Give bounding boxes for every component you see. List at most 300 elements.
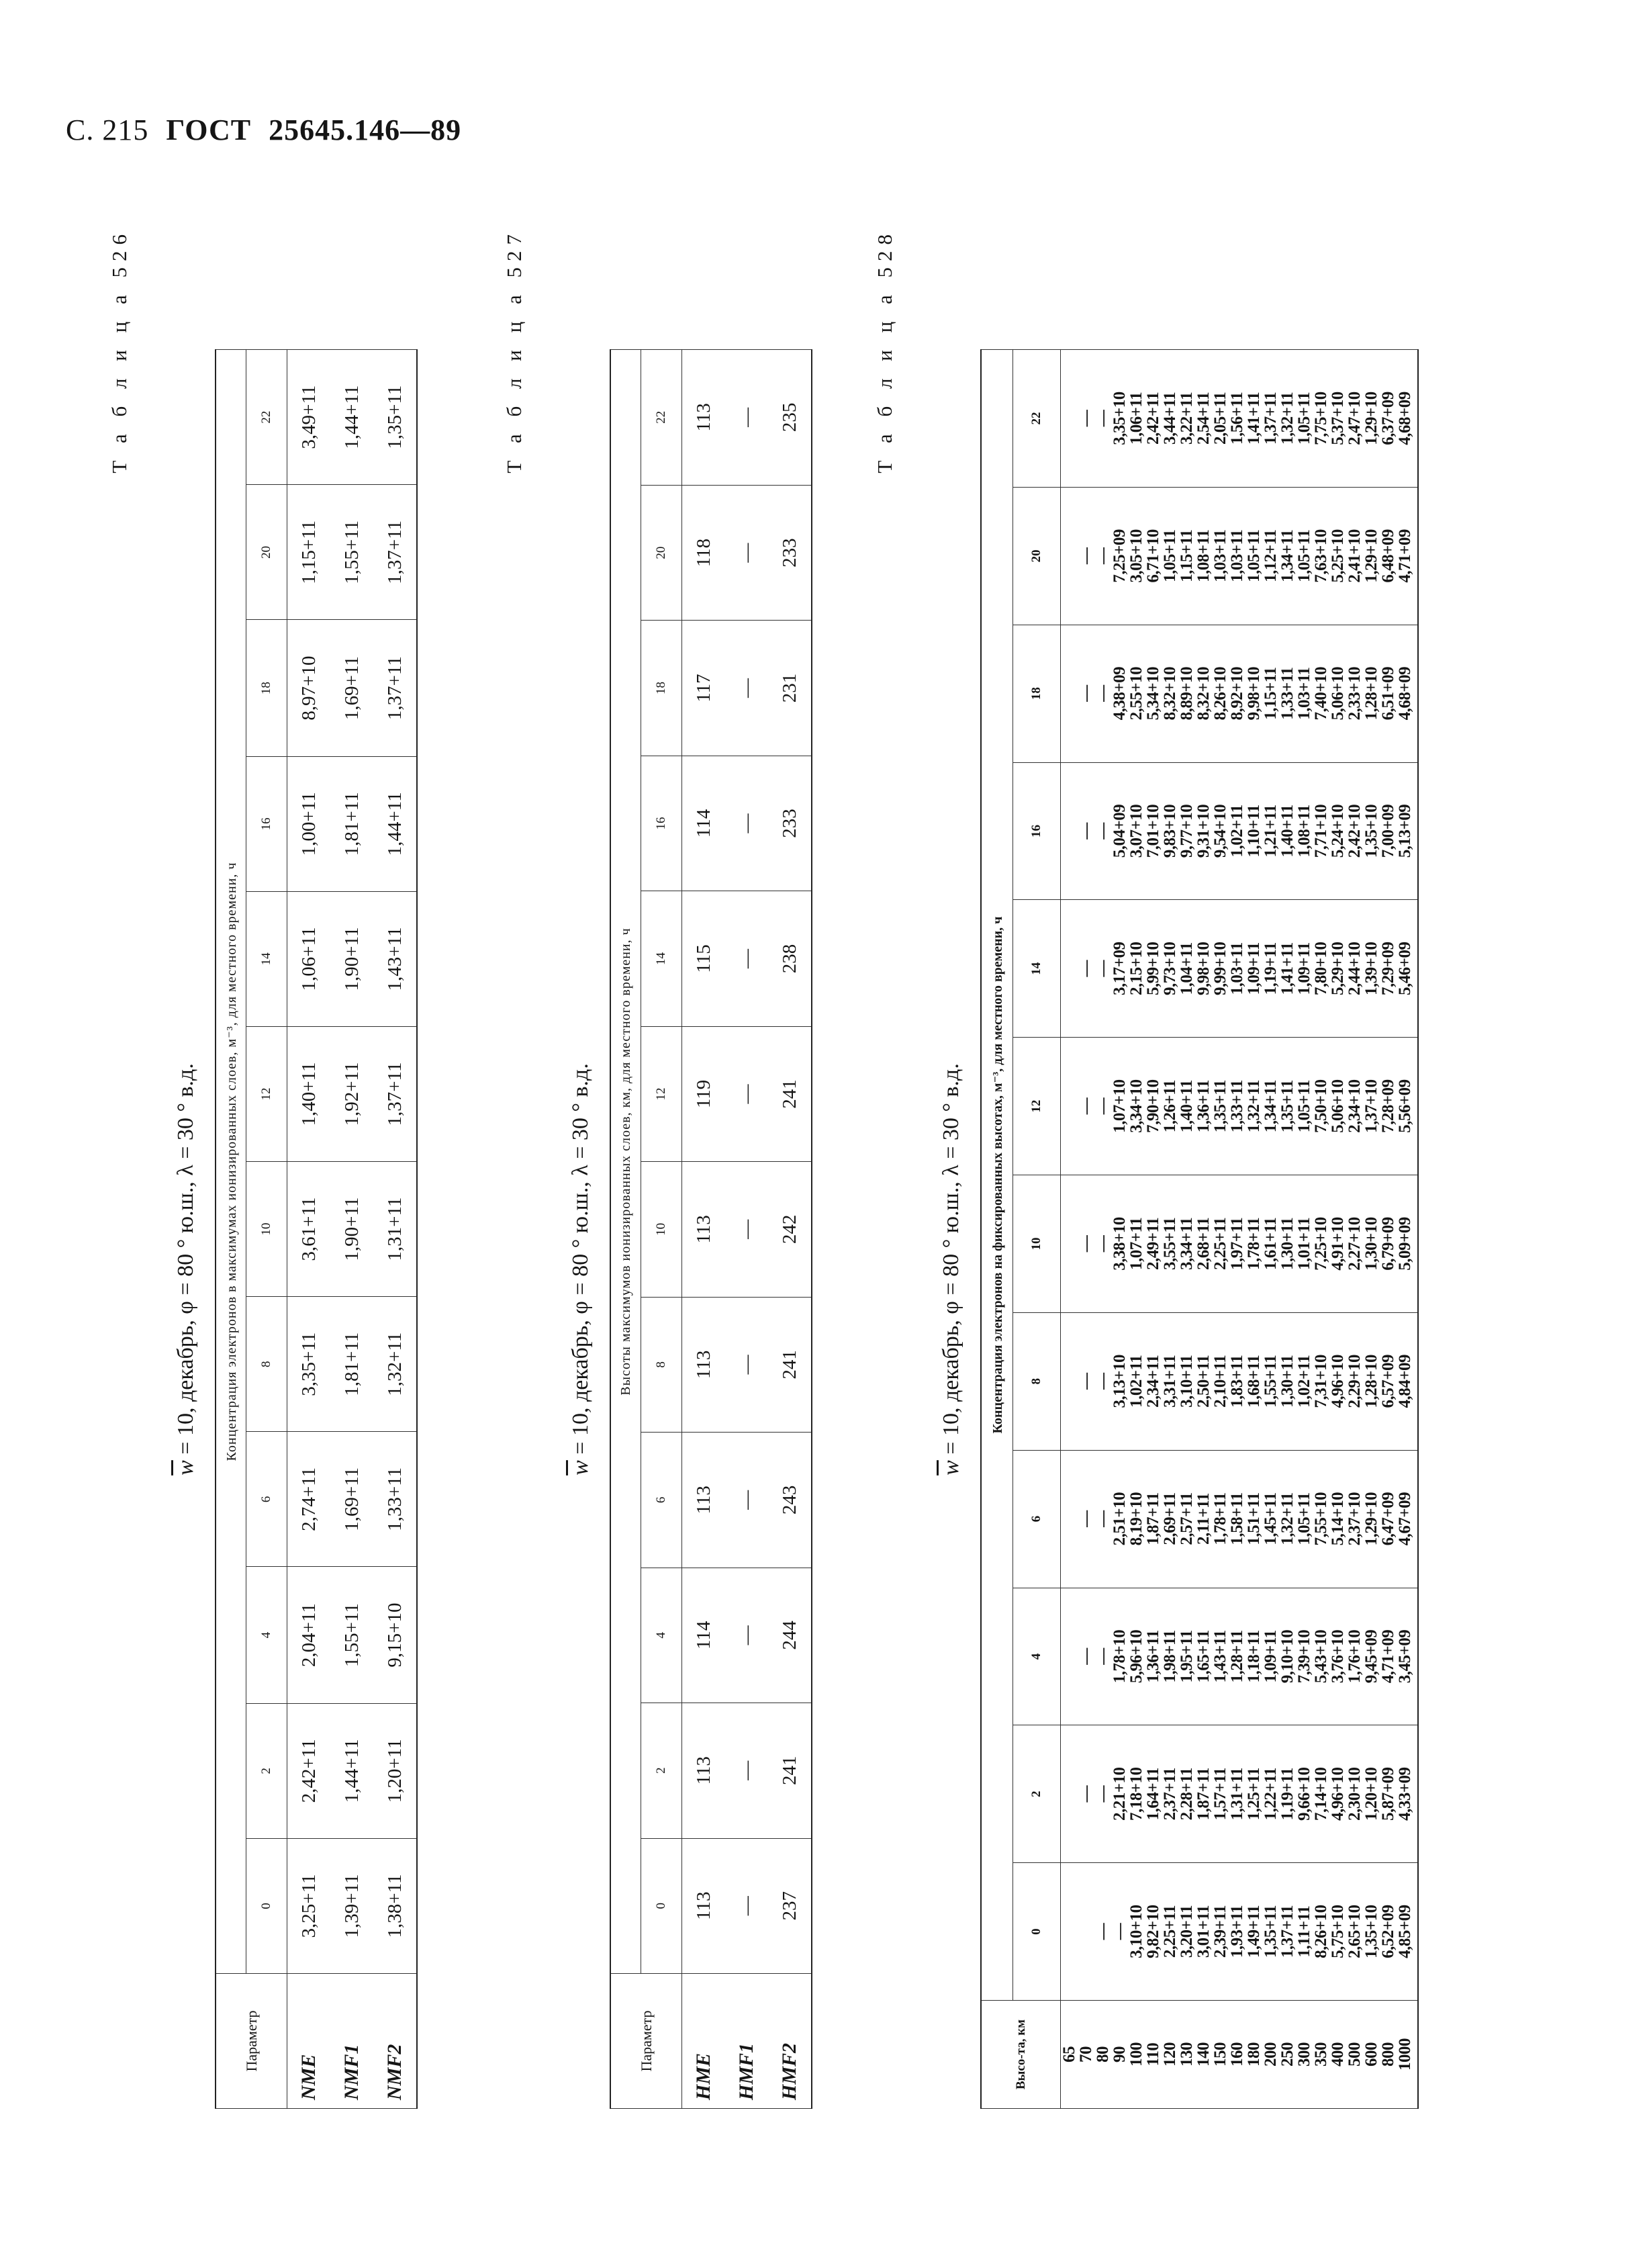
cell-value: — [1094, 1373, 1112, 1390]
cell-value: 7,18+10 [1127, 1767, 1145, 1821]
hour-header: 22 [246, 350, 287, 485]
cell-value: 7,29+09 [1379, 942, 1397, 996]
cell-value: 1,15+11 [1262, 667, 1280, 720]
cell-value: — [725, 1297, 768, 1432]
cell-value: 5,56+09 [1396, 1079, 1414, 1133]
table-row [682, 350, 726, 2109]
height-value: 200 [1262, 2042, 1280, 2067]
cell-value: 1,31+11 [373, 1162, 417, 1297]
cell-value: 1,55+11 [1262, 1355, 1280, 1408]
cell-value: 9,82+10 [1144, 1905, 1162, 1958]
cell-value: 2,44+10 [1346, 942, 1364, 996]
height-value: 100 [1127, 2042, 1145, 2067]
cell-value: 1,58+11 [1228, 1492, 1246, 1545]
height-value: 140 [1194, 2042, 1213, 2067]
cell-value: 7,00+09 [1379, 804, 1397, 858]
cell-value: — [1111, 1923, 1129, 1940]
cell-value: — [725, 756, 768, 891]
cell-value: 1,36+11 [1144, 1630, 1162, 1683]
cell-value: 4,71+09 [1379, 1629, 1397, 1684]
cell-value: 233 [768, 485, 812, 620]
cell-value: 1,49+11 [1245, 1905, 1263, 1958]
cell-value: 2,74+11 [287, 1432, 331, 1567]
cell-value: 1,55+11 [330, 1567, 373, 1703]
cell-value: 1,37+11 [373, 485, 417, 620]
cell-value: — [725, 891, 768, 1026]
height-value: 350 [1312, 2042, 1330, 2067]
hour-header: 0 [246, 1838, 287, 1973]
cell-value: 1,41+11 [1278, 942, 1297, 995]
hour-header: 22 [641, 350, 682, 486]
cell-value: 9,66+10 [1295, 1767, 1313, 1821]
cell-value: 2,04+11 [287, 1567, 331, 1703]
cell-value: 7,14+10 [1312, 1767, 1330, 1821]
cell-value: 113 [682, 1433, 726, 1568]
cell-value: 2,34+11 [1144, 1355, 1162, 1408]
cell-value: 1,25+11 [1245, 1768, 1263, 1821]
cell-value: — [725, 1433, 768, 1568]
cell-value: 3,17+09 [1111, 942, 1129, 996]
cell-value: 5,04+09 [1111, 804, 1129, 858]
cell-value: 1,40+11 [1178, 1080, 1196, 1133]
group-header: Высоты максимумов ионизированных слоев, км, для местного времени, ч [610, 350, 641, 1974]
standard-prefix: ГОСТ [166, 114, 252, 146]
cell-value: — [1077, 1097, 1095, 1115]
table-row [330, 350, 373, 2109]
cell-value: 1,35+11 [1262, 1905, 1280, 1958]
hour-header: 16 [246, 756, 287, 891]
cell-value: — [1094, 1648, 1112, 1665]
height-value: 110 [1144, 2042, 1162, 2067]
cell-value: 7,50+10 [1312, 1079, 1330, 1133]
cell-value: 1,34+11 [1262, 1080, 1280, 1133]
cell-value: 3,45+09 [1396, 1629, 1414, 1684]
value-column [1061, 900, 1419, 1038]
cell-value: 6,51+09 [1379, 666, 1397, 721]
table-row [373, 350, 417, 2109]
hour-header: 16 [641, 756, 682, 891]
value-column [1061, 1312, 1419, 1450]
hour-header: 12 [1013, 1038, 1061, 1175]
cell-value: 2,28+11 [1178, 1768, 1196, 1821]
cell-value: 1,03+11 [1211, 529, 1229, 582]
cell-value: 2,37+11 [1161, 1768, 1179, 1821]
hour-header: 2 [1013, 1725, 1061, 1863]
height-value: 120 [1161, 2042, 1179, 2067]
height-value: 180 [1245, 2042, 1263, 2067]
cell-value: 3,13+10 [1111, 1355, 1129, 1408]
cell-value: 2,27+10 [1346, 1217, 1364, 1271]
cell-value: 1,32+11 [373, 1297, 417, 1432]
cell-value: 4,68+09 [1396, 392, 1414, 445]
cell-value: 2,47+10 [1346, 392, 1364, 445]
cell-value: 2,25+11 [1161, 1905, 1179, 1958]
cell-value: 5,24+10 [1329, 804, 1347, 858]
cell-value: 1,44+11 [330, 1703, 373, 1838]
cell-value: 8,32+10 [1194, 666, 1213, 721]
table-528-caption [939, 430, 964, 2109]
cell-value: 2,33+10 [1346, 666, 1364, 721]
cell-value: 1,35+11 [373, 350, 417, 485]
cell-value: 2,50+11 [1194, 1355, 1213, 1408]
cell-value: 4,33+09 [1396, 1767, 1414, 1821]
cell-value: 1,95+11 [1178, 1630, 1196, 1683]
cell-value: 2,69+11 [1161, 1492, 1179, 1545]
cell-value: 241 [768, 1703, 812, 1838]
cell-value: 231 [768, 621, 812, 756]
height-value: 70 [1077, 2046, 1095, 2062]
table-528-block [873, 228, 1491, 2109]
cell-value: 1,05+11 [1295, 1080, 1313, 1133]
cell-value: 241 [768, 1297, 812, 1432]
cell-value: 1,29+10 [1362, 1492, 1380, 1546]
cell-value: 3,61+11 [287, 1162, 331, 1297]
cell-value: 3,07+10 [1127, 804, 1145, 858]
cell-value: 5,13+09 [1396, 804, 1414, 858]
cell-value: — [1077, 823, 1095, 840]
height-value: 300 [1295, 2042, 1313, 2067]
row-parameter-name: NMF2 [373, 1974, 417, 2109]
cell-value: — [1094, 547, 1112, 565]
cell-value: — [1094, 1235, 1112, 1253]
cell-value: 244 [768, 1568, 812, 1703]
hour-header: 18 [1013, 625, 1061, 762]
cell-value: — [725, 1838, 768, 1973]
cell-value: 1,34+11 [1278, 529, 1297, 582]
cell-value: 241 [768, 1026, 812, 1161]
cell-value: 6,79+09 [1379, 1217, 1397, 1271]
hour-header: 10 [1013, 1175, 1061, 1313]
cell-value: — [725, 1026, 768, 1161]
cell-value: 1,21+11 [1262, 805, 1280, 858]
hour-header: 8 [246, 1297, 287, 1432]
cell-value: 3,01+11 [1194, 1905, 1213, 1958]
cell-value: 2,05+11 [1211, 392, 1229, 445]
cell-value: 1,19+11 [1278, 1768, 1297, 1821]
row-parameter-name: HMF2 [768, 1974, 812, 2109]
cell-value: 2,65+10 [1346, 1905, 1364, 1958]
caption-text: = 10, декабрь, φ = 80 ° ю.ш., λ = 30 ° в.д. [568, 1063, 593, 1461]
cell-value: — [1077, 1786, 1095, 1803]
cell-value: 1,02+11 [1228, 805, 1246, 858]
cell-value: 2,11+11 [1194, 1493, 1213, 1545]
height-value: 65 [1060, 2046, 1078, 2062]
cell-value: 2,49+11 [1144, 1217, 1162, 1271]
cell-value: 243 [768, 1433, 812, 1568]
cell-value: 1,78+10 [1111, 1629, 1129, 1684]
table-row [768, 350, 812, 2109]
cell-value: 1,22+11 [1262, 1768, 1280, 1821]
cell-value: 235 [768, 350, 812, 486]
param-header: Параметр [216, 1974, 287, 2109]
height-value: 90 [1111, 2046, 1129, 2062]
cell-value: 118 [682, 485, 726, 620]
hour-header: 8 [1013, 1312, 1061, 1450]
cell-value: 1,40+11 [1278, 805, 1297, 858]
cell-value: 1,12+11 [1262, 529, 1280, 582]
cell-value: 1,51+11 [1245, 1492, 1263, 1545]
cell-value: 9,99+10 [1211, 942, 1229, 996]
cell-value: 113 [682, 1838, 726, 1973]
cell-value: 117 [682, 621, 726, 756]
table-527-label: Т а б л и ц а 527 [502, 228, 526, 473]
cell-value: 7,39+10 [1295, 1629, 1313, 1684]
row-parameter-name: HME [682, 1974, 726, 2109]
cell-value: 1,44+11 [373, 756, 417, 891]
height-value: 130 [1178, 2042, 1196, 2067]
cell-value: 1,90+11 [330, 891, 373, 1026]
cell-value: 1,30+11 [1278, 1217, 1297, 1271]
cell-value: 5,43+10 [1312, 1629, 1330, 1684]
cell-value: 1,81+11 [330, 1297, 373, 1432]
cell-value: — [725, 1162, 768, 1297]
hour-header: 6 [1013, 1450, 1061, 1588]
cell-value: 1,03+11 [1295, 667, 1313, 720]
cell-value: — [725, 485, 768, 620]
cell-value: 5,25+10 [1329, 529, 1347, 583]
cell-value: 7,71+10 [1312, 804, 1330, 858]
cell-value: 1,05+11 [1245, 529, 1263, 582]
cell-value: 1,02+11 [1127, 1355, 1145, 1408]
cell-value: 1,87+11 [1144, 1492, 1162, 1545]
cell-value: 3,55+11 [1161, 1217, 1179, 1271]
cell-value: 5,75+10 [1329, 1905, 1347, 1958]
cell-value: 9,73+10 [1161, 942, 1179, 996]
cell-value: 113 [682, 1162, 726, 1297]
cell-value: 7,55+10 [1312, 1492, 1330, 1546]
hour-header: 0 [641, 1838, 682, 1973]
cell-value: — [1094, 685, 1112, 702]
hour-header: 12 [641, 1026, 682, 1161]
cell-value: — [1094, 410, 1112, 427]
cell-value: 1,33+11 [1278, 667, 1297, 720]
cell-value: 3,44+11 [1161, 392, 1179, 445]
cell-value: 1,33+11 [1228, 1080, 1246, 1133]
cell-value: 233 [768, 756, 812, 891]
hour-header: 12 [246, 1026, 287, 1161]
hour-header: 4 [641, 1568, 682, 1703]
cell-value: 8,32+10 [1161, 666, 1179, 721]
cell-value: 1,43+11 [1211, 1630, 1229, 1683]
value-column [1061, 1038, 1419, 1175]
cell-value: 1,32+11 [1245, 1080, 1263, 1133]
value-column [1061, 1725, 1419, 1863]
cell-value: — [1094, 1510, 1112, 1527]
cell-value: 1,37+11 [373, 620, 417, 756]
height-value: 400 [1329, 2042, 1347, 2067]
table-528 [980, 349, 1419, 2109]
cell-value: 3,25+11 [287, 1838, 331, 1973]
table-527-caption [568, 430, 594, 2109]
cell-value: 9,45+09 [1362, 1629, 1380, 1684]
page-number: С. 215 [66, 114, 149, 146]
cell-value: 2,37+10 [1346, 1492, 1364, 1546]
cell-value: 1,78+11 [1211, 1492, 1229, 1545]
cell-value: 1,18+11 [1245, 1630, 1263, 1683]
cell-value: 3,34+11 [1178, 1217, 1196, 1271]
value-column [1061, 1863, 1419, 2001]
cell-value: — [1077, 1373, 1095, 1390]
cell-value: 1,00+11 [287, 756, 331, 891]
cell-value: 1,03+11 [1228, 529, 1246, 582]
table-527 [610, 349, 812, 2109]
cell-value: 113 [682, 350, 726, 486]
cell-value: 9,98+10 [1194, 942, 1213, 996]
cell-value: — [1077, 547, 1095, 565]
cell-value: 6,37+09 [1379, 392, 1397, 445]
param-header: Параметр [610, 1974, 682, 2109]
cell-value: 7,63+10 [1312, 529, 1330, 583]
cell-value: 8,97+10 [287, 620, 331, 756]
table-528-label: Т а б л и ц а 528 [873, 228, 896, 473]
cell-value: 5,96+10 [1127, 1629, 1145, 1684]
table-527-block [502, 228, 878, 2109]
cell-value: 5,06+10 [1329, 1079, 1347, 1133]
cell-value: 1,35+10 [1362, 1905, 1380, 1958]
cell-value: 5,99+10 [1144, 942, 1162, 996]
cell-value: 5,09+09 [1396, 1217, 1414, 1271]
cell-value: 2,30+10 [1346, 1767, 1364, 1821]
cell-value: 1,31+11 [1228, 1768, 1246, 1821]
hour-header: 20 [246, 485, 287, 620]
cell-value: 1,30+11 [1278, 1355, 1297, 1408]
cell-value: 1,01+11 [1295, 1217, 1313, 1271]
cell-value: 113 [682, 1703, 726, 1838]
value-column [1061, 1588, 1419, 1725]
cell-value: 9,54+10 [1211, 804, 1229, 858]
cell-value: 1,15+11 [287, 485, 331, 620]
cell-value: 4,71+09 [1396, 529, 1414, 583]
height-value: 150 [1211, 2042, 1229, 2067]
caption-w-symbol: $\overline{w}$ [173, 1460, 198, 1476]
cell-value: 6,48+09 [1379, 529, 1397, 583]
cell-value: 4,38+09 [1111, 666, 1129, 721]
cell-value: 3,10+10 [1127, 1905, 1145, 1958]
cell-value: — [1077, 1235, 1095, 1253]
cell-value: 1,68+11 [1245, 1355, 1263, 1408]
cell-value: 4,85+09 [1396, 1905, 1414, 1958]
hour-header: 20 [1013, 487, 1061, 625]
cell-value: 5,46+09 [1396, 942, 1414, 996]
height-column [1061, 2001, 1419, 2109]
hour-header: 18 [641, 621, 682, 756]
cell-value: 7,25+09 [1111, 529, 1129, 583]
cell-value: 9,15+10 [373, 1567, 417, 1703]
cell-value: 1,05+11 [1295, 1492, 1313, 1545]
cell-value: 1,39+11 [330, 1838, 373, 1973]
cell-value: 1,92+11 [330, 1026, 373, 1161]
cell-value: 1,37+10 [1362, 1079, 1380, 1133]
hour-header: 22 [1013, 350, 1061, 488]
cell-value: 1,35+10 [1362, 804, 1380, 858]
table-row [725, 350, 768, 2109]
cell-value: 1,57+11 [1211, 1768, 1229, 1821]
cell-value: 7,75+10 [1312, 392, 1330, 445]
cell-value: 8,19+10 [1127, 1492, 1145, 1546]
cell-value: 5,06+10 [1329, 666, 1347, 721]
cell-value: 1,61+11 [1262, 1217, 1280, 1271]
cell-value: 1,09+11 [1262, 1630, 1280, 1683]
cell-value: 1,93+11 [1228, 1905, 1246, 1958]
cell-value: 7,28+09 [1379, 1079, 1397, 1133]
cell-value: 1,45+11 [1262, 1492, 1280, 1545]
cell-value: 5,29+10 [1329, 942, 1347, 996]
cell-value: 1,04+11 [1178, 942, 1196, 995]
cell-value: 1,29+10 [1362, 529, 1380, 583]
hour-header: 10 [641, 1162, 682, 1297]
cell-value: 9,77+10 [1178, 804, 1196, 858]
cell-value: 2,42+11 [1144, 392, 1162, 445]
cell-value: 1,32+11 [1278, 1492, 1297, 1545]
cell-value: 1,08+11 [1194, 529, 1213, 582]
cell-value: 2,39+11 [1211, 1905, 1229, 1958]
cell-value: 8,89+10 [1178, 666, 1196, 721]
cell-value: 1,07+10 [1111, 1079, 1129, 1133]
cell-value: 1,35+11 [1211, 1080, 1229, 1133]
cell-value: 1,19+11 [1262, 942, 1280, 995]
cell-value: 1,37+11 [1278, 1905, 1297, 1958]
cell-value: — [1094, 823, 1112, 840]
height-header: Высо-та, км [981, 2001, 1061, 2109]
cell-value: 7,90+10 [1144, 1079, 1162, 1133]
cell-value: 1,20+10 [1362, 1767, 1380, 1821]
cell-value: 7,31+10 [1312, 1355, 1330, 1408]
cell-value: 1,03+11 [1228, 942, 1246, 995]
height-value: 80 [1094, 2046, 1112, 2062]
value-column [1061, 625, 1419, 762]
hour-header: 14 [641, 891, 682, 1026]
cell-value: 2,55+10 [1127, 666, 1145, 721]
cell-value: 1,26+11 [1161, 1080, 1179, 1133]
cell-value: 9,83+10 [1161, 804, 1179, 858]
cell-value: 1,06+11 [287, 891, 331, 1026]
height-value: 500 [1346, 2042, 1364, 2067]
cell-value: 3,35+11 [287, 1297, 331, 1432]
cell-value: 1,28+10 [1362, 1355, 1380, 1408]
row-parameter-name: NMF1 [330, 1974, 373, 2109]
cell-value: 1,32+11 [1278, 392, 1297, 445]
cell-value: 1,02+11 [1295, 1355, 1313, 1408]
cell-value: 1,35+11 [1278, 1080, 1297, 1133]
cell-value: 1,08+11 [1295, 805, 1313, 858]
table-526-block [107, 228, 510, 2109]
hour-header: 8 [641, 1297, 682, 1432]
cell-value: 1,15+11 [1178, 529, 1196, 582]
cell-value: 119 [682, 1026, 726, 1161]
cell-value: 4,96+10 [1329, 1767, 1347, 1821]
cell-value: 237 [768, 1838, 812, 1973]
cell-value: — [1077, 410, 1095, 427]
cell-value: 2,29+10 [1346, 1355, 1364, 1408]
cell-value: 1,05+11 [1295, 392, 1313, 445]
cell-value: 8,26+10 [1312, 1905, 1330, 1958]
cell-value: 1,11+11 [1295, 1905, 1313, 1958]
cell-value: 7,80+10 [1312, 942, 1330, 996]
cell-value: 113 [682, 1297, 726, 1432]
cell-value: — [1094, 1786, 1112, 1803]
cell-value: — [1077, 1648, 1095, 1665]
value-column [1061, 1450, 1419, 1588]
cell-value: 115 [682, 891, 726, 1026]
cell-value: 1,65+11 [1194, 1630, 1213, 1683]
cell-value: 3,38+10 [1111, 1217, 1129, 1271]
hour-header: 20 [641, 485, 682, 620]
cell-value: 3,34+10 [1127, 1079, 1145, 1133]
cell-value: 3,22+11 [1178, 392, 1196, 445]
hour-header: 2 [246, 1703, 287, 1838]
cell-value: 1,09+11 [1295, 942, 1313, 995]
cell-value: 3,35+10 [1111, 392, 1129, 445]
